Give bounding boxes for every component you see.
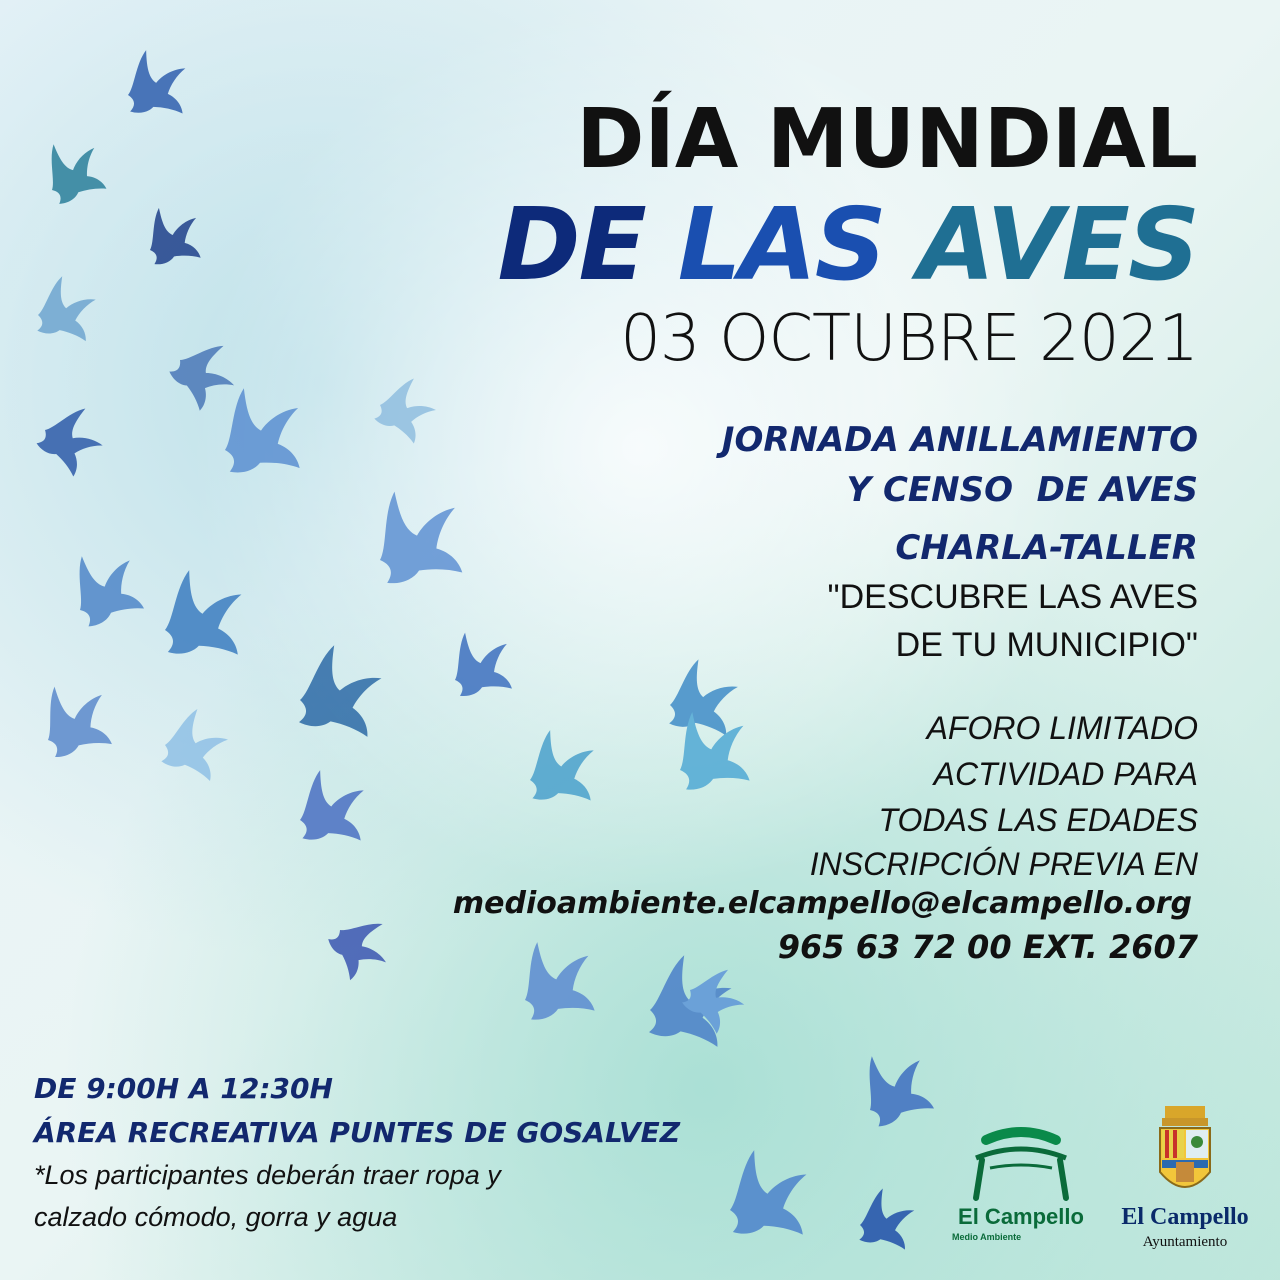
logo2-name: El Campello — [1121, 1204, 1249, 1230]
contact-email: medioambiente.elcampello@elcampello.org — [452, 886, 1192, 921]
arch-icon — [946, 1118, 1096, 1202]
logo2-sub: Ayuntamiento — [1142, 1234, 1228, 1250]
note-line1: *Los participantes deberán traer ropa y — [34, 1160, 501, 1190]
info-line1: AFORO LIMITADO — [926, 710, 1198, 746]
activity-line1: JORNADA ANILLAMIENTO — [721, 420, 1198, 460]
medio-ambiente-logo — [946, 1118, 1096, 1258]
info-line3: TODAS LAS EDADES — [878, 802, 1198, 838]
contact-phone: 965 63 72 00 EXT. 2607 — [777, 928, 1198, 966]
coat-of-arms-icon — [1110, 1102, 1260, 1202]
event-date: 03 OCTUBRE 2021 — [620, 302, 1198, 376]
info-line4: INSCRIPCIÓN PREVIA EN — [809, 846, 1198, 882]
activity-line2: Y CENSO DE AVES — [846, 470, 1198, 510]
logo1-sub: Medio Ambiente — [952, 1232, 1022, 1242]
title-line1: DÍA MUNDIAL — [576, 92, 1198, 187]
logo1-name: El Campello — [958, 1204, 1084, 1229]
schedule-place: ÁREA RECREATIVA PUNTES DE GOSALVEZ — [34, 1116, 681, 1149]
workshop-quote-line1: "DESCUBRE LAS AVES — [827, 578, 1198, 616]
title-word-de: DE — [497, 186, 645, 303]
note-line2: calzado cómodo, gorra y agua — [34, 1202, 398, 1232]
ayuntamiento-logo — [1110, 1102, 1260, 1262]
schedule-time: DE 9:00H A 12:30H — [34, 1072, 333, 1105]
activity-line3: CHARLA-TALLER — [895, 528, 1198, 568]
title-word-aves: AVES — [917, 186, 1198, 303]
title-word-las: LAS — [677, 186, 885, 303]
workshop-quote-line2: DE TU MUNICIPIO" — [895, 626, 1198, 664]
title-line2 — [498, 186, 1198, 303]
info-line2: ACTIVIDAD PARA — [933, 756, 1198, 792]
